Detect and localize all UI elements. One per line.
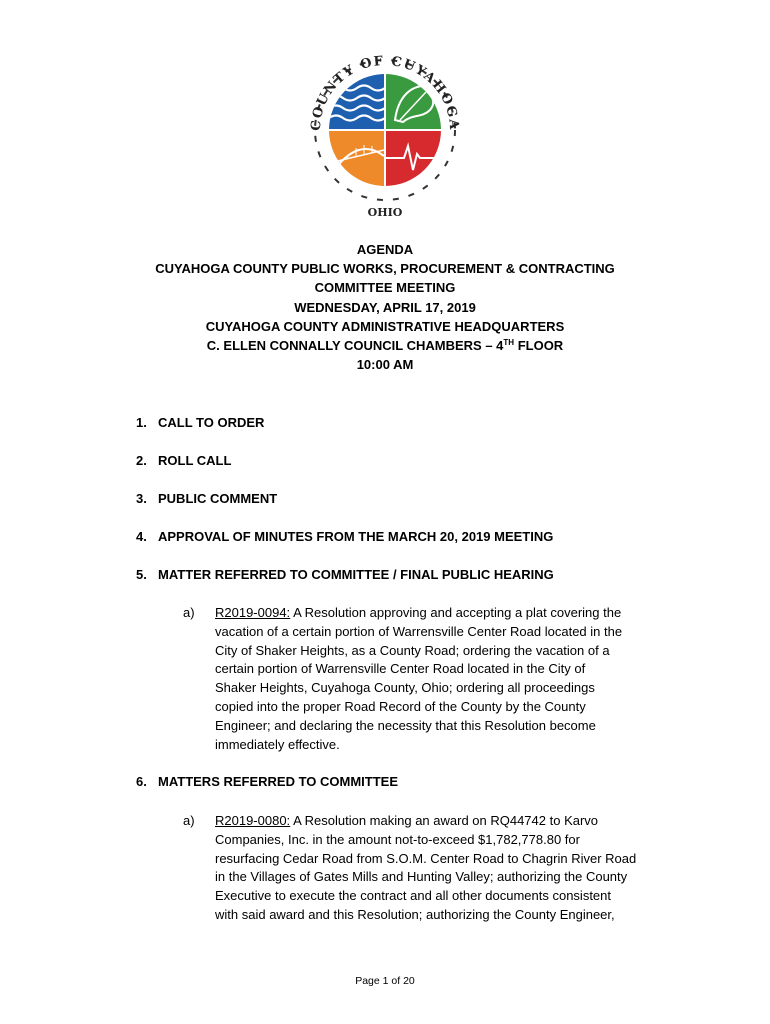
seal-top-text: COUNTY OF CUYAHOGA — [308, 53, 462, 132]
agenda-item: 2. ROLL CALL — [136, 453, 232, 468]
resolution-number: R2019-0094: — [215, 605, 291, 620]
bridge-quadrant — [329, 131, 384, 186]
agenda-item: 6. MATTERS REFERRED TO COMMITTEE — [136, 774, 399, 789]
agenda-item: 3. PUBLIC COMMENT — [136, 491, 278, 506]
header-date: WEDNESDAY, APRIL 17, 2019 — [294, 299, 476, 315]
seal-bottom-text: OHIO — [367, 206, 403, 219]
header-time: 10:00 AM — [356, 357, 414, 373]
page-number: Page 1 of 20 — [355, 975, 415, 987]
agenda-item: 4. APPROVAL OF MINUTES FROM THE MARCH 20, 2019 MEETING — [136, 529, 554, 544]
resolution-number: R2019-0080: — [215, 813, 291, 828]
header-meeting: COMMITTEE MEETING — [314, 280, 456, 296]
header-committee: CUYAHOGA COUNTY PUBLIC WORKS, PROCUREMENT & CONTRACTING — [155, 261, 615, 277]
county-seal-logo — [300, 38, 470, 224]
header-room: C. ELLEN CONNALLY COUNCIL CHAMBERS – 4TH FLOOR — [206, 338, 564, 354]
agenda-item: 1. CALL TO ORDER — [136, 415, 265, 430]
agenda-header — [0, 240, 770, 374]
agenda-item: 5. MATTER REFERRED TO COMMITTEE / FINAL PUBLIC HEARING — [136, 567, 554, 582]
header-title: AGENDA — [356, 242, 414, 257]
header-location: CUYAHOGA COUNTY ADMINISTRATIVE HEADQUARTERS — [205, 318, 565, 334]
